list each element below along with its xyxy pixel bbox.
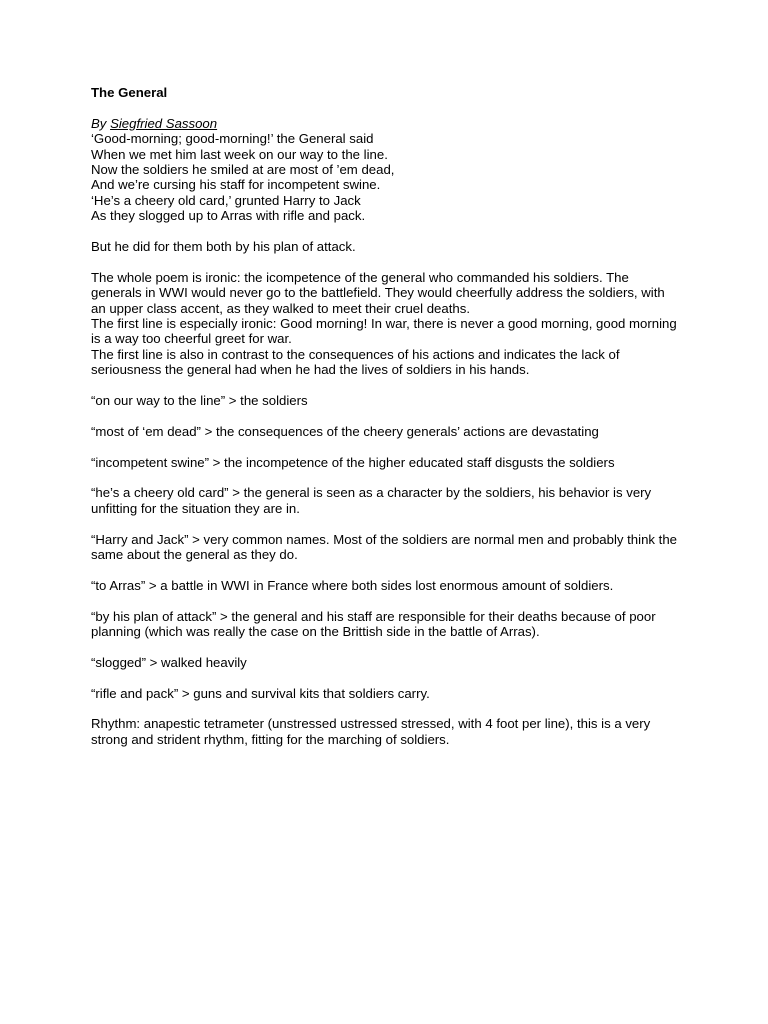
poem-line: Now the soldiers he smiled at are most of ’em dead, xyxy=(91,162,395,178)
poem-stanza xyxy=(91,131,681,223)
document-title: The General xyxy=(91,85,168,100)
note-paragraph: “incompetent swine” > the incompetence of the higher educated staff disgusts the soldiers xyxy=(91,454,615,470)
analysis-paragraph: The whole poem is ironic: the icompetence of the general who commanded his soldiers. The generals in WWI would never go to the battlefield. They would cheerfully address the soldiers, with an upper class accent, as they walked to meet their cruel deaths. xyxy=(91,269,665,316)
poem-final-line: But he did for them both by his plan of attack. xyxy=(91,239,356,255)
note-paragraph: “by his plan of attack” > the general and his staff are responsible for their deaths because of poor planning (which was really the case on the Brittish side in the battle of Arras). xyxy=(91,608,656,640)
poem-line: And we’re cursing his staff for incompetent swine. xyxy=(91,177,381,193)
rhythm-paragraph: Rhythm: anapestic tetrameter (unstressed ustressed stressed, with 4 foot per line), this is a very strong and strident rhythm, fitting for the marching of soldiers. xyxy=(91,716,651,747)
analysis-block xyxy=(91,270,681,378)
note-paragraph: “to Arras” > a battle in WWI in France where both sides lost enormous amount of soldiers. xyxy=(91,577,614,593)
byline xyxy=(91,116,681,131)
byline-author: Siegfried Sassoon xyxy=(110,115,218,131)
poem-line: When we met him last week on our way to the line. xyxy=(91,146,388,162)
note-paragraph: “slogged” > walked heavily xyxy=(91,654,247,670)
poem-line: As they slogged up to Arras with rifle and pack. xyxy=(91,208,366,224)
note-paragraph: “on our way to the line” > the soldiers xyxy=(91,393,308,409)
document-page xyxy=(91,85,681,747)
byline-prefix: By xyxy=(91,115,111,131)
poem-line: ‘Good-morning; good-morning!’ the General said xyxy=(91,131,374,147)
note-paragraph: “rifle and pack” > guns and survival kits that soldiers carry. xyxy=(91,685,430,701)
note-paragraph: “most of ‘em dead” > the consequences of the cheery generals’ actions are devastating xyxy=(91,423,599,439)
note-paragraph: “Harry and Jack” > very common names. Most of the soldiers are normal men and probably think the same about the general as they do. xyxy=(91,531,678,563)
note-paragraph: “he’s a cheery old card” > the general is seen as a character by the soldiers, his behavior is very unfitting for the situation they are in. xyxy=(91,485,652,516)
analysis-paragraph: The first line is especially ironic: Good morning! In war, there is never a good morning, good morning is a way too cheerful greet for war. xyxy=(91,316,677,347)
analysis-paragraph: The first line is also in contrast to the consequences of his actions and indicates the lack of seriousness the general had when he had the lives of soldiers in his hands. xyxy=(91,346,620,378)
poem-line: ‘He’s a cheery old card,’ grunted Harry to Jack xyxy=(91,192,361,208)
